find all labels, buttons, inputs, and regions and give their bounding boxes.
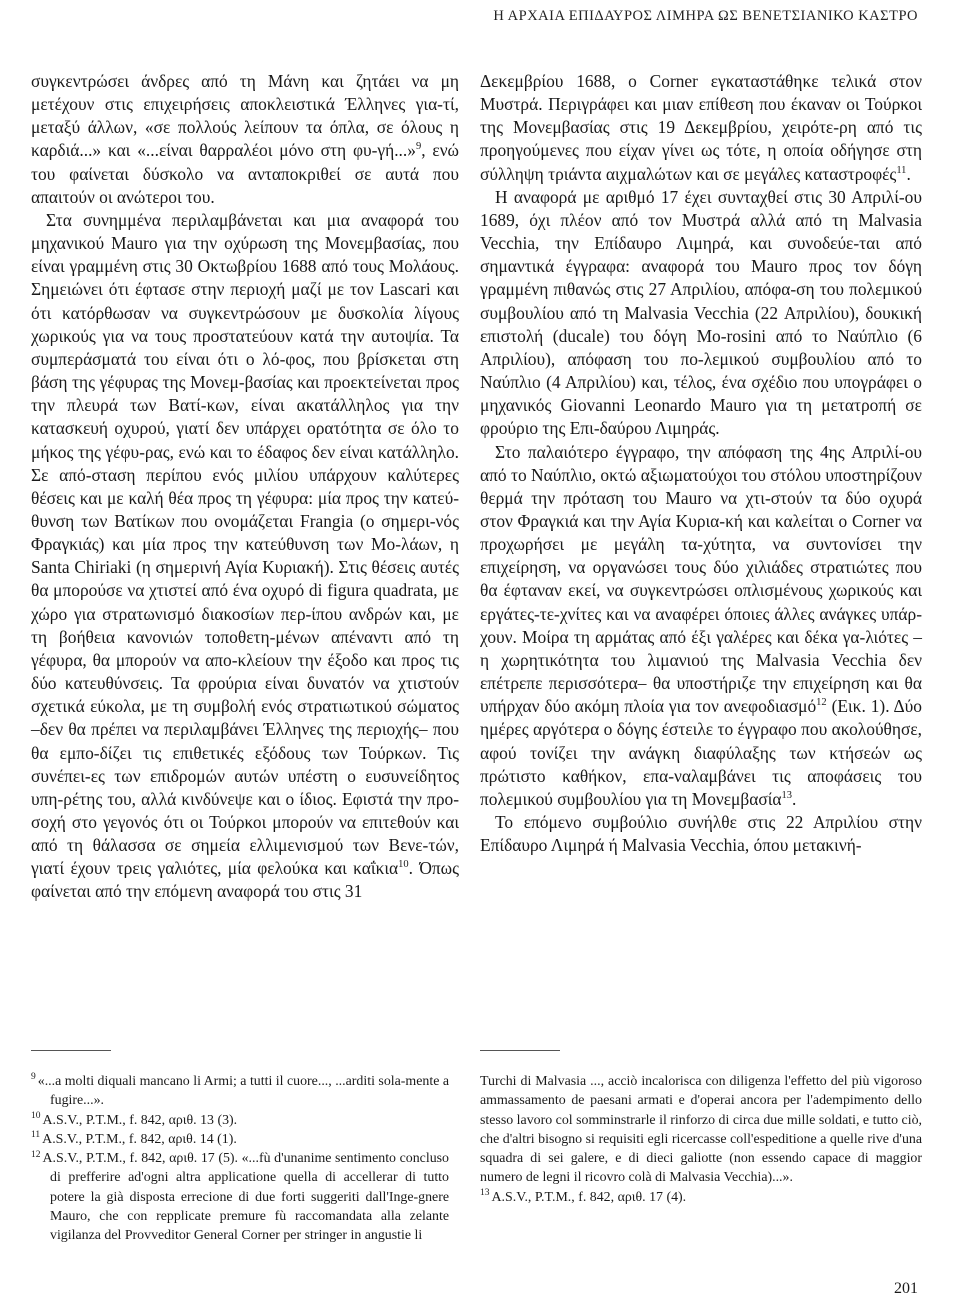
footnote-text: A.S.V., P.T.M., f. 842, αριθ. 13 (3). <box>42 1112 238 1128</box>
paragraph-text: . Όπως φαίνεται από την επόμενη αναφορά του στις 31 <box>31 858 459 902</box>
footnotes-left <box>31 1072 449 1246</box>
paragraph-text: . <box>906 163 911 184</box>
footnote-text: Turchi di Malvasia ..., acciò incalorisca con diligenza l'effetto del più vigoroso ammassamento de paesani armati e d'operai ancora per l'adempimento dello stesso lavoro col somminstrarle il rinforzo di circa due mille soldati, e tutto ciò, che d'altri bisogno si requisiti egli ricercasse coll'espeditione a quelle rive d'una squadra di sei galere, e di dieci galiotte (non essendo capace di maggior numero de legni il ricovro colà di Malvasia Vecchia)...». <box>480 1074 922 1186</box>
paragraph <box>31 70 459 209</box>
footnote <box>31 1072 449 1111</box>
footnote-number: 10 <box>31 1110 41 1121</box>
right-column <box>480 70 922 857</box>
footnote-number: 9 <box>31 1072 36 1083</box>
footnote <box>31 1130 449 1149</box>
footnote-text: A.S.V., P.T.M., f. 842, αριθ. 14 (1). <box>42 1131 237 1147</box>
footnote-text: «...a molti diquali mancano li Armi; a tutti il cuore..., ...arditi sola-mente a fugire...». <box>37 1074 449 1109</box>
paragraph <box>480 441 922 812</box>
footnote-number: 11 <box>31 1130 41 1141</box>
paragraph-text: (Εικ. 1). Δύο ημέρες αργότερα ο δόγης έστειλε το έγγραφο που ακολούθησε, αφού τονίζει την ανάγκη διαφύλαξης των κτήσεών ως πρώτιστο καθήκον, επα-ναλαμβάνει τις αποφάσεις του πολεμικού συμβουλίου για τη Μονεμβασία <box>480 696 922 809</box>
footnotes-right <box>480 1072 922 1207</box>
page-number: 201 <box>894 1280 918 1297</box>
paragraph-text: Στα συνημμένα περιλαμβάνεται και μια αναφορά του μηχανικού Mauro για την οχύρωση της Μονεμβασίας, που είναι γραμμένη στις 30 Οκτωβρίου 1688 από τους Μολάους. Σημειώνει ότι έφτασε στην περιοχή μαζί με τον Lascari και ότι κατόρθωσαν να συγκεντρώσουν με δυσκολία λίγους χωρικούς για να τους προστατεύουν κατά την αυτοψία. Τα συμπεράσματά του είναι ότι ο λό-φος, που βρίσκεται στη βάση της γέφυρας της Μονεμ-βασίας και προεκτείνεται προς την πλευρά των Βατί-κων, είναι ακατάλληλος για την κατασκευή οχυρού, γιατί δεν υπάρχει ορατότητα σε όλο το μήκος της γέφυ-ρας, ενώ και το έδαφος δεν είναι κατάλληλο. Σε από-σταση περίπου ενός μιλίου υπάρχουν καλύτερες θέσεις και με καλή θέα προς τη γέφυρα: μία προς την κατεύ-θυνση των Βατίκων που ονομάζεται Frangia (ο σημερι-νός Φραγκιάς) και μία προς την κατεύθυνση των Μο-λάων, η Santa Chiriaki (η σημερινή Αγία Κυριακή). Στις θέσεις αυτές θα μπορούσε να χτιστεί από ένα οχυρό di figura quadrata, με χώρο για στρατωνισμό διακοσίων περ-ίπου ανδρών και, με τη βοήθεια κανονιών τοποθετη-μένων απέναντι από τη γέφυρα, θα μπορούν να απο-κλείουν την έξοδο και προς τις δύο κατευθύνσεις. Τα φρούρια είναι δυνατόν να χτιστούν σχετικά εύκολα, με τη συμβολή ενός στρατιωτικού σώματος –δεν θα πρέπει να περιλαμβάνει Έλληνες της περιοχής– που θα εμπο-δίζει τις επιθετικές εξόδους των Τούρκων. Τις συνέπει-ες των επιδρομών αυτών υπέστη ο ευσυνείδητος υπη-ρέτης του, αλλά κινδύνεψε και ο ίδιος. Εφιστά την προ-σοχή στο γεγονός ότι οι Τούρκοι μπορούν να επιτεθούν και από τη θάλασσα σε σημεία ελλιμενισμού των Βενε-τών, γιατί έχουν τρεις γαλιότες, μία φελούκα και καΐκια <box>31 209 459 879</box>
paragraph-text: Η αναφορά με αριθμό 17 έχει συνταχθεί στις 30 Απριλί-ου 1689, όχι πλέον από τον Μυστρά αλλά από τη Malvasia Vecchia, την Επίδαυρο Λιμηρά, και συνοδεύε-ται από σημαντικά έγγραφα: αναφορά του Mauro προς τον δόγη γραμμένη πιθανώς στις 27 Απριλίου, απόφα-ση του πολεμικού συμβουλίου από τη Malvasia Vecchia (22 Απριλίου), δουκική επιστολή (ducale) του δόγη Mo-rosini από το Ναύπλιο (6 Απριλίου), απόφαση του πο-λεμικού συμβουλίου από το Ναύπλιο (4 Απριλίου) και, τέλος, ένα σχέδιο που υπογράφει ο μηχανικός Giovanni Leonardo Mauro για τη μετατροπή σε φρούριο της Επι-δαύρου Λιμηράς. <box>480 186 922 439</box>
paragraph-text: συγκεντρώσει άνδρες από τη Μάνη και ζητάει να μη μετέχουν στις επιχειρήσεις αποκλειστικά Έλληνες για-τί, μεταξύ άλλων, «σε πολλούς λείπουν τα όπλα, σε όλους η καρδιά...» και «...είναι θαρραλέοι μόνο στη φυ-γή...» <box>31 71 459 161</box>
paragraph-text: Στο παλαιότερο έγγραφο, την απόφαση της 4ης Απριλί-ου από το Ναύπλιο, οκτώ αξιωματούχοι του στόλου υποστηρίζουν θερμά την πρόταση του Mauro να χτι-στούν τα δύο οχυρά στον Φραγκιά και την Αγία Κυρια-κή και καλείται ο Corner να προχωρήσει με μεγάλη τα-χύτητα, να συντονίσει την επιχείρηση, να οργανώσει τους δύο χιλιάδες στρατιώτες που θα έφταναν εκεί, να συγκεντρώσει οπλισμένους χωρικούς και εργάτες-τε-χνίτες και να αναφέρει όποιες άλλες ανάγκες υπάρ-χουν. Μοίρα τη αρμάτας από έξι γαλέρες και δέκα γα-λιότες –η χωρητικότητα του λιμανιού της Malvasia Vecchia δεν επέτρεπε περισσότερα– θα υποστήριζε την επιχείρηση και θα υπήρχαν δύο ακόμη πλοία για τον ανεφοδιασμό <box>480 441 922 717</box>
footnote-ref[interactable]: 12 <box>816 697 827 709</box>
footnote <box>31 1111 449 1130</box>
footnote-number: 13 <box>480 1188 490 1199</box>
footnote-ref[interactable]: 13 <box>781 790 792 802</box>
footnote-text: A.S.V., P.T.M., f. 842, αριθ. 17 (5). «...fù d'unanime sentimento concluso di prefferire ad'ogni altra applicatione quella di accellerar di tutto potere la già disposta errecione di due forti suggeriti dall'Inge-gnere Mauro, che con repplicate premure fù raccomandata alla zelante vigilanza del Provveditor General Corner per stringer in angustie li <box>42 1151 449 1244</box>
footnote-number: 12 <box>31 1149 41 1160</box>
footnote-ref[interactable]: 11 <box>896 164 907 176</box>
footnote-ref[interactable]: 9 <box>415 141 422 153</box>
paragraph <box>31 209 459 904</box>
footnote <box>480 1072 922 1188</box>
footnote-divider <box>31 1050 111 1051</box>
paragraph <box>480 186 922 441</box>
paragraph-text: Δεκεμβρίου 1688, ο Corner εγκαταστάθηκε τελικά στον Μυστρά. Περιγράφει και μιαν επίθεση που έκαναν οι Τούρκοι της Μονεμβασίας στις 19 Δεκεμβρίου, χειρότε-ρη από τις προηγούμενες που είχαν γίνει ως τότε, η οποία οδήγησε στη σύλληψη τριάντα αιχμαλώτων και σε μεγάλες καταστροφές <box>480 71 922 184</box>
left-column <box>31 70 459 904</box>
paragraph-text: , ενώ του φαίνεται δύσκολο να ανταποκριθεί σε αυτά που απαιτούν οι ανώτεροι του. <box>31 140 460 207</box>
running-head: Η ΑΡΧΑΙΑ ΕΠΙΔΑΥΡΟΣ ΛΙΜΗΡΑ ΩΣ ΒΕΝΕΤΣΙΑΝΙΚΟ ΚΑΣΤΡΟ <box>493 8 918 24</box>
footnote-ref[interactable]: 10 <box>398 859 409 871</box>
paragraph <box>480 811 922 857</box>
paragraph-text: . <box>792 788 797 809</box>
paragraph <box>480 70 922 186</box>
footnote <box>480 1188 922 1207</box>
footnote-divider <box>480 1050 560 1051</box>
footnote-text: A.S.V., P.T.M., f. 842, αριθ. 17 (4). <box>491 1189 687 1205</box>
footnote <box>31 1149 449 1245</box>
paragraph-text: Το επόμενο συμβούλιο συνήλθε στις 22 Απριλίου στην Επίδαυρο Λιμηρά ή Malvasia Vecchia, όπου μετακινή- <box>480 812 922 856</box>
